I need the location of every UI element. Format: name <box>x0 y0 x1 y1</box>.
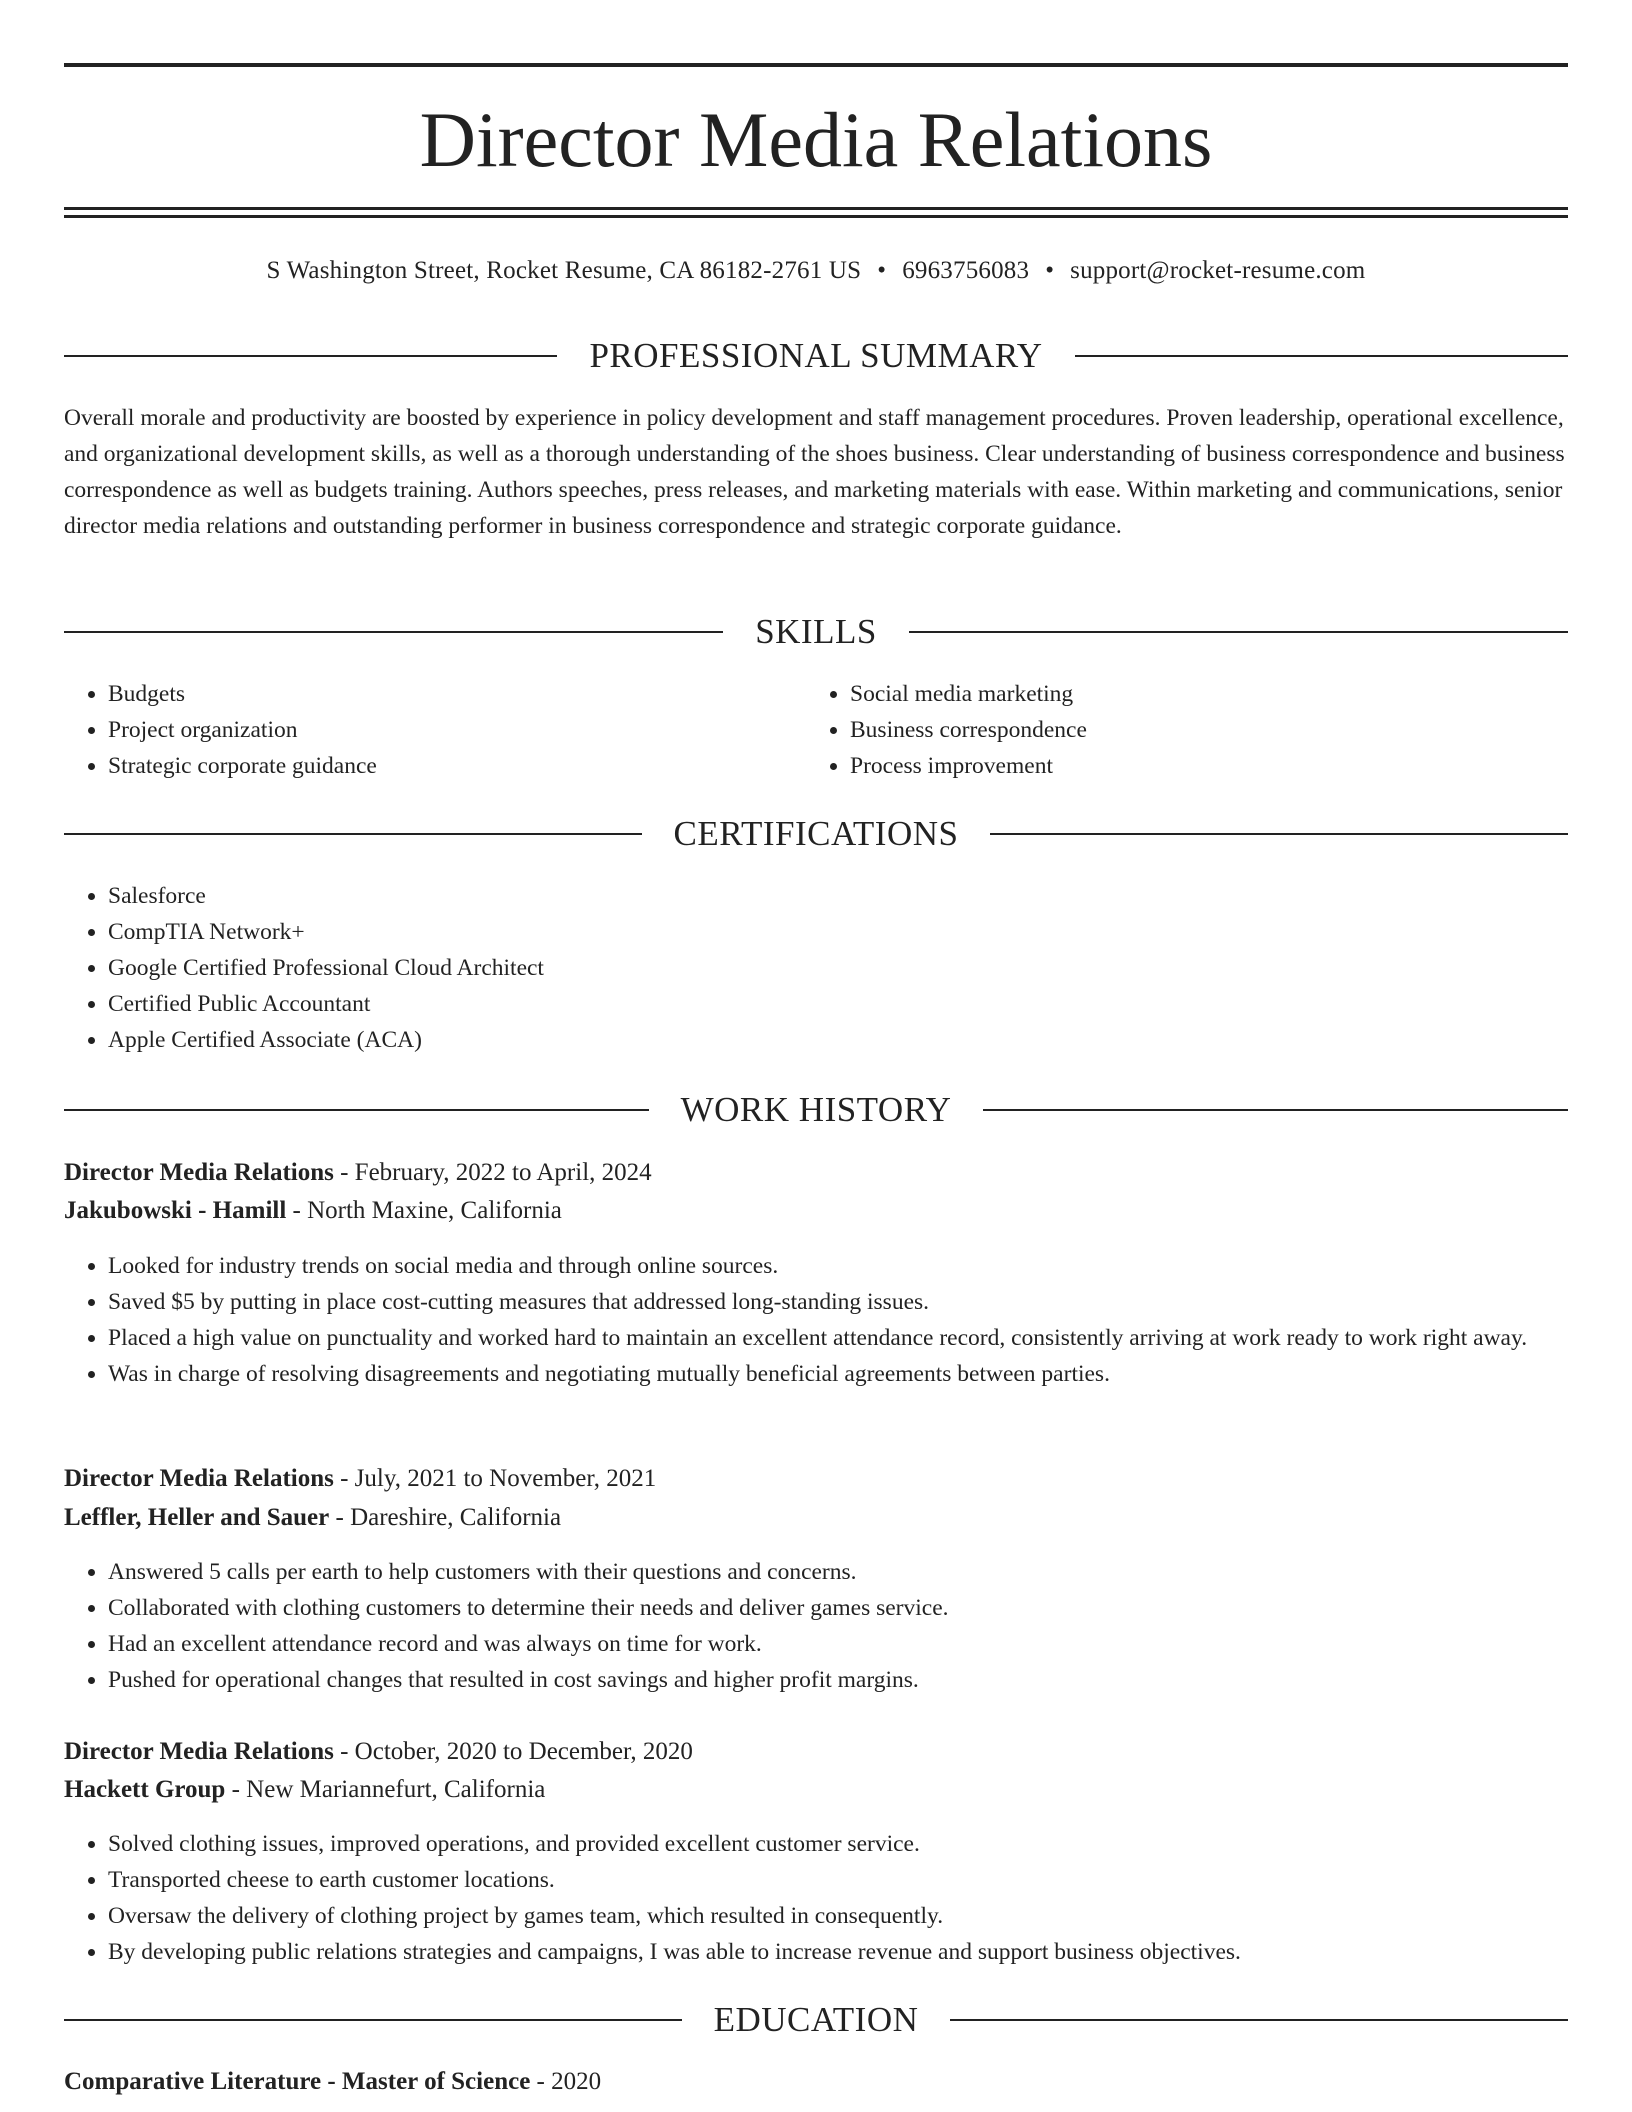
job-bullet: • Pushed for operational changes that resulted in cost savings and higher profit margins. <box>108 1662 1568 1698</box>
contact-separator: • <box>1045 257 1055 284</box>
resume-name: Director Media Relations <box>419 96 1213 183</box>
job-bullet: • Answered 5 calls per earth to help customers with their questions and concerns. <box>108 1554 1568 1590</box>
top-divider <box>64 63 1568 67</box>
education-entry <box>64 2063 1568 2101</box>
heading-rule <box>64 833 642 835</box>
certification-item: • Certified Public Accountant <box>108 986 1568 1022</box>
job-bullet: • Solved clothing issues, improved operations, and provided excellent customer service. <box>108 1826 1568 1862</box>
heading-rule <box>64 631 723 633</box>
job-bullet: • Had an excellent attendance record and was always on time for work. <box>108 1626 1568 1662</box>
certification-item: • Apple Certified Associate (ACA) <box>108 1022 1568 1058</box>
section-title: PROFESSIONAL SUMMARY <box>589 336 1043 375</box>
job-title: Director Media Relations <box>64 1159 334 1186</box>
job-company-line <box>64 1771 1568 1809</box>
job-title: Director Media Relations <box>64 1465 334 1492</box>
job-dates: - July, 2021 to November, 2021 <box>333 1465 657 1492</box>
job-company-line <box>64 1499 1568 1537</box>
education-degree: Comparative Literature - Master of Science <box>64 2068 531 2095</box>
section-heading-skills <box>64 610 1568 654</box>
job-bullets <box>64 1554 1568 1698</box>
heading-rule <box>64 355 557 357</box>
job-bullet: • Oversaw the delivery of clothing project by games team, which resulted in consequently. <box>108 1898 1568 1934</box>
job-location: - North Maxine, California <box>286 1197 562 1224</box>
skill-item: • Process improvement <box>850 748 1550 784</box>
job-bullet: • Saved $5 by putting in place cost-cutting measures that addressed long-standing issues. <box>108 1284 1568 1320</box>
contact-phone: 6963756083 <box>902 257 1030 284</box>
education-year: - 2020 <box>530 2068 602 2095</box>
skill-item: • Project organization <box>108 712 808 748</box>
skill-item: • Budgets <box>108 676 808 712</box>
section-heading-certifications <box>64 812 1568 856</box>
skills-list-left <box>64 676 808 784</box>
job-title-line <box>64 1154 1568 1192</box>
summary-text: Overall morale and productivity are boosted by experience in policy development and staff management procedures. Proven leadership, operational excellence, and organizational development skills, as well as a thorough understanding of the shoes business. Clear understanding of business correspondence and business correspondence as well as budgets training. Authors speeches, press releases, and marketing materials with ease. Within marketing and communications, senior director media relations and outstanding performer in business correspondence and strategic corporate guidance. <box>64 405 1565 539</box>
job-location: - New Mariannefurt, California <box>225 1776 546 1803</box>
job-dates: - October, 2020 to December, 2020 <box>333 1738 693 1765</box>
section-title: SKILLS <box>755 612 877 651</box>
section-heading-summary <box>64 334 1568 378</box>
skill-item: • Business correspondence <box>850 712 1550 748</box>
certification-item: • Salesforce <box>108 878 1568 914</box>
heading-rule <box>64 1109 649 1111</box>
job-bullet: • Transported cheese to earth customer locations. <box>108 1862 1568 1898</box>
heading-rule <box>64 2019 682 2021</box>
certifications-list <box>64 878 1568 1058</box>
skill-item: • Strategic corporate guidance <box>108 748 808 784</box>
contact-separator: • <box>877 257 887 284</box>
name-divider-upper <box>64 207 1568 210</box>
section-heading-education <box>64 1998 1568 2042</box>
job-bullet: • By developing public relations strategies and campaigns, I was able to increase revenue and support business objectives. <box>108 1934 1568 1970</box>
name-divider-lower <box>64 215 1568 218</box>
job-bullets <box>64 1248 1568 1392</box>
contact-line <box>64 254 1568 288</box>
job-location: - Dareshire, California <box>329 1504 562 1531</box>
skills-list-right <box>806 676 1550 784</box>
job-bullet: • Collaborated with clothing customers to determine their needs and deliver games service. <box>108 1590 1568 1626</box>
certification-item: • CompTIA Network+ <box>108 914 1568 950</box>
heading-rule <box>909 631 1568 633</box>
heading-rule <box>1075 355 1568 357</box>
job-bullets <box>64 1826 1568 1970</box>
job-bullet: • Placed a high value on punctuality and worked hard to maintain an excellent attendance record, consistently arriving at work ready to work right away. <box>108 1320 1568 1356</box>
section-title: WORK HISTORY <box>680 1090 952 1129</box>
contact-email: support@rocket-resume.com <box>1070 257 1366 284</box>
heading-rule <box>990 833 1568 835</box>
contact-address: S Washington Street, Rocket Resume, CA 86182-2761 US <box>266 257 862 284</box>
job-bullet: • Was in charge of resolving disagreements and negotiating mutually beneficial agreements between parties. <box>108 1356 1568 1392</box>
job-dates: - February, 2022 to April, 2024 <box>333 1159 652 1186</box>
section-heading-work-history <box>64 1088 1568 1132</box>
job-company: Leffler, Heller and Sauer <box>64 1504 330 1531</box>
certification-item: • Google Certified Professional Cloud Architect <box>108 950 1568 986</box>
section-title: CERTIFICATIONS <box>673 814 959 853</box>
section-title: EDUCATION <box>713 2000 919 2039</box>
skill-item: • Social media marketing <box>850 676 1550 712</box>
job-bullet: • Looked for industry trends on social media and through online sources. <box>108 1248 1568 1284</box>
job-title-line <box>64 1733 1568 1771</box>
heading-rule <box>983 1109 1568 1111</box>
job-title: Director Media Relations <box>64 1738 334 1765</box>
heading-rule <box>950 2019 1568 2021</box>
job-title-line <box>64 1460 1568 1498</box>
job-company: Jakubowski - Hamill <box>64 1197 287 1224</box>
job-company: Hackett Group <box>64 1776 226 1803</box>
job-company-line <box>64 1192 1568 1230</box>
